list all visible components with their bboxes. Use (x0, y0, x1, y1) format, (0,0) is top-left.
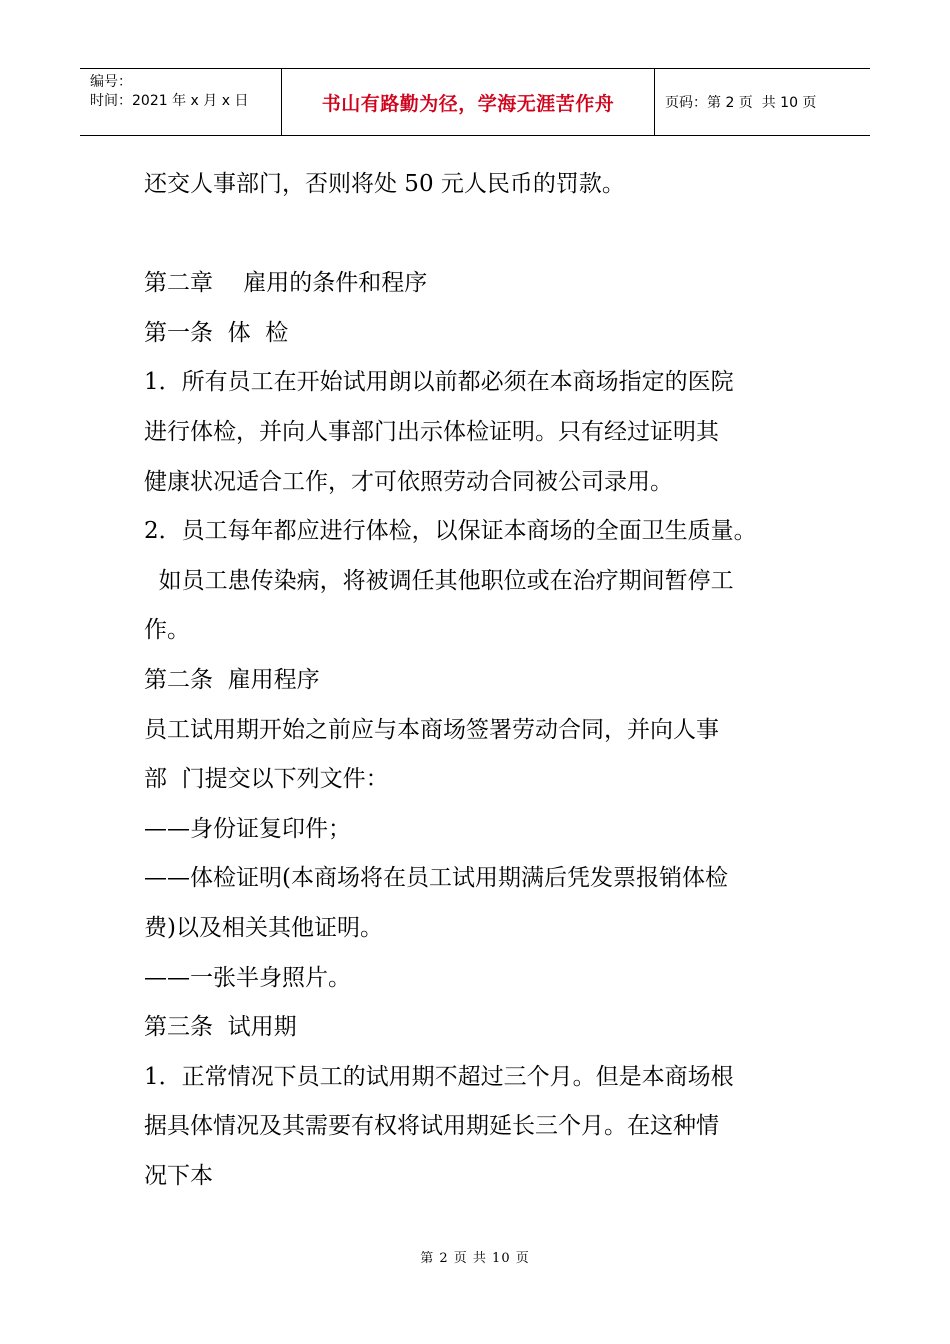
article-heading: 第二条 雇用程序 (144, 666, 320, 693)
header-page-info: 页码：第 2 页 共 10 页 (665, 95, 817, 111)
header-page-cell (655, 69, 870, 135)
header-slogan-cell (282, 69, 655, 135)
chapter-heading: 第二章 雇用的条件和程序 (144, 270, 428, 297)
article-heading: 第三条 试用期 (144, 1014, 297, 1041)
body-line: 1．所有员工在开始试用朗以前都必须在本商场指定的医院 (144, 369, 734, 396)
page-footer: 第 2 页 共 10 页 (420, 1251, 530, 1266)
body-line: 还交人事部门，否则将处 50 元人民币的罚款。 (144, 171, 625, 197)
date-label: 时间：2021 年 x 月 x 日 (90, 93, 249, 109)
body-line: 员工试用期开始之前应与本商场签署劳动合同，并向人事 (144, 716, 719, 743)
list-item: ——体检证明(本商场将在员工试用期满后凭发票报销体检 (144, 865, 728, 892)
body-blank-line (144, 210, 824, 260)
serial-number-label: 编号： (90, 74, 132, 90)
list-item: ——身份证复印件； (144, 815, 351, 842)
header-meta-cell (80, 69, 282, 135)
document-header (80, 68, 870, 136)
list-item: ——一张半身照片。 (144, 964, 351, 991)
body-line: 部 门提交以下列文件： (144, 766, 389, 793)
body-line: 据具体情况及其需要有权将试用期延长三个月。在这种情 (144, 1113, 719, 1140)
body-line: 况下本 (144, 1162, 213, 1189)
body-line: 作。 (144, 617, 190, 644)
body-line: 1．正常情况下员工的试用期不超过三个月。但是本商场根 (144, 1063, 734, 1090)
header-slogan: 书山有路勤为径，学海无涯苦作舟 (321, 92, 615, 115)
body-line: 进行体检，并向人事部门出示体检证明。只有经过证明其 (144, 418, 719, 445)
body-line: 费)以及相关其他证明。 (144, 914, 383, 941)
body-line: 如员工患传染病，将被调任其他职位或在治疗期间暂停工 (144, 567, 734, 594)
document-body (144, 160, 824, 1201)
body-line: 健康状况适合工作，才可依照劳动合同被公司录用。 (144, 468, 673, 495)
article-heading: 第一条 体 检 (144, 319, 289, 346)
body-line: 2．员工每年都应进行体检，以保证本商场的全面卫生质量。 (144, 518, 757, 545)
